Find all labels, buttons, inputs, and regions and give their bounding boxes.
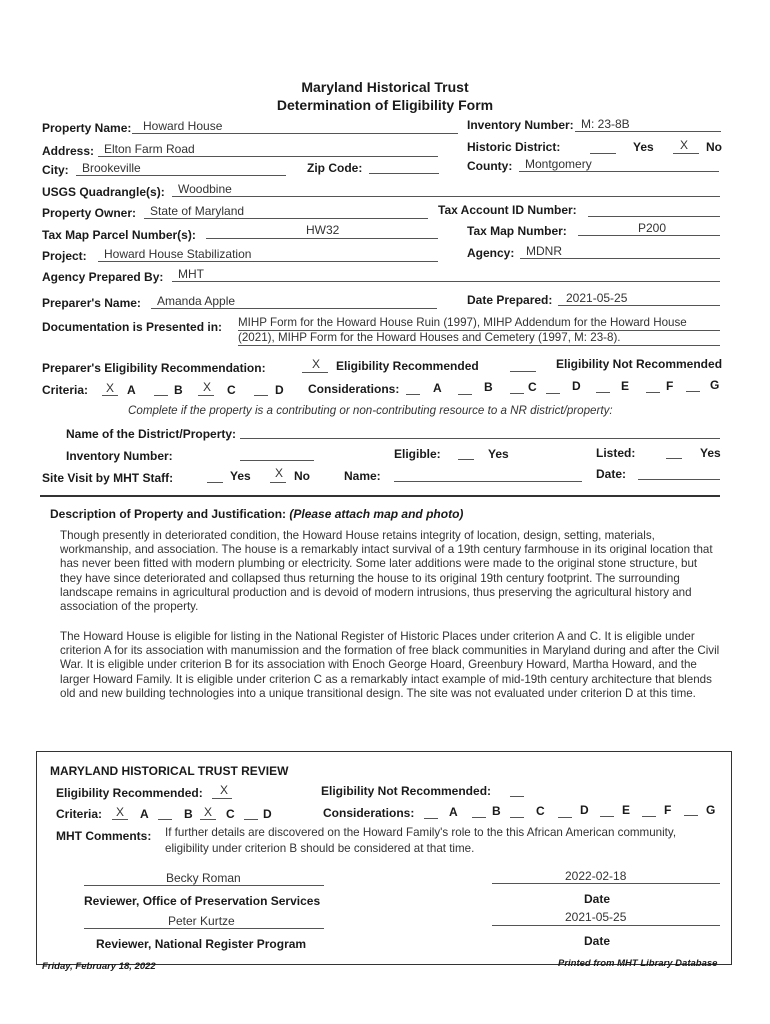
historic-yes-option: Yes [633,140,654,154]
tax-parcel-line [206,238,438,239]
site-visit-label: Site Visit by MHT Staff: [42,471,174,485]
county-line [519,171,719,172]
site-yes-blank [207,482,223,483]
listed-blank [666,458,682,459]
tax-parcel-value: HW32 [306,223,340,237]
date-prepared-label: Date Prepared: [467,293,553,307]
historic-no-blank [673,153,699,154]
review-criteria-d: D [263,807,272,821]
review-criteria-d-blank [244,819,258,820]
reviewer2-date-caption: Date [584,934,611,948]
cons-e-blank [596,392,610,393]
zip-code-label: Zip Code: [307,161,363,175]
review-criteria-a-mark: X [116,805,125,819]
tax-account-label: Tax Account ID Number: [438,203,577,217]
documentation-line-b [238,345,720,346]
cons-e: E [621,379,630,393]
agency-prepared-line [172,281,720,282]
footer-date: Friday, February 18, 2022 [42,961,156,972]
cons-c: C [528,380,537,394]
tax-account-line [588,216,720,217]
criteria-c: C [227,383,236,397]
preparer-name-value: Amanda Apple [157,294,236,308]
agency-prepared-label: Agency Prepared By: [42,270,164,284]
cons-g: G [710,378,720,392]
agency-label: Agency: [467,246,515,260]
site-visit-mark: X [275,466,284,480]
preparer-name-line [151,308,437,309]
reviewer1-title: Reviewer, Office of Preservation Services [84,894,321,908]
eligible-blank [458,459,474,460]
date-prepared-value: 2021-05-25 [566,291,628,305]
tax-parcel-label: Tax Map Parcel Number(s): [42,228,196,242]
cons-d-blank [546,393,560,394]
criteria-a-mark: X [106,381,115,395]
criteria-a-blank [102,395,118,396]
zip-code-line [369,173,439,174]
cons-b: B [484,380,493,394]
reviewer2-date: 2021-05-25 [565,910,627,924]
listed-yes: Yes [700,446,721,460]
review-cons-c: C [536,804,545,818]
historic-no-option: No [706,140,722,154]
tax-map-label: Tax Map Number: [467,224,567,238]
inventory-number-label: Inventory Number: [467,118,574,132]
description-heading-text: Description of Property and Justification: [50,507,287,521]
review-recommended-label: Eligibility Recommended: [56,786,203,800]
cons-f-blank [646,392,660,393]
documentation-line1: MIHP Form for the Howard House Ruin (1997), MIHP Addendum for the Howard House [238,316,687,329]
cons-a: A [433,381,442,395]
city-value: Brookeville [82,161,141,175]
review-recommended-blank [212,798,232,799]
reviewer2-title: Reviewer, National Register Program [96,937,307,951]
reviewer2-date-line [492,925,720,926]
agency-line [520,258,720,259]
project-label: Project: [42,249,87,263]
criteria-c-mark: X [203,380,212,394]
cons-g-blank [686,391,700,392]
district-inventory-line [240,460,314,461]
review-cons-g-blank [684,815,698,816]
footer-printed-from: Printed from MHT Library Database [558,958,718,969]
form-title-line2: Determination of Eligibility Form [276,97,494,113]
historic-yes-blank [590,153,616,154]
agency-prepared-value: MHT [178,267,204,281]
property-name-line [132,133,458,134]
historic-no-mark: X [680,138,689,152]
considerations-label: Considerations: [308,382,400,396]
review-cons-d: D [580,803,589,817]
review-cons-g: G [706,803,716,817]
review-cons-b-blank [472,817,486,818]
reviewer1-name: Becky Roman [166,871,241,885]
review-considerations-label: Considerations: [323,806,415,820]
review-criteria-b: B [184,807,193,821]
review-cons-f: F [664,803,672,817]
cons-d: D [572,379,581,393]
reviewer2-name: Peter Kurtze [168,914,235,928]
cons-f: F [666,379,674,393]
criteria-b-blank [154,395,168,396]
review-criteria-c-mark: X [204,805,213,819]
cons-b-blank [458,394,472,395]
address-line [98,156,438,157]
review-criteria-label: Criteria: [56,807,103,821]
review-cons-a: A [449,805,458,819]
site-visit-date-line [638,479,720,480]
county-label: County: [467,159,513,173]
inventory-number-value: M: 23-8B [581,117,630,131]
criteria-d-blank [254,395,268,396]
district-name-label: Name of the District/Property: [66,427,237,441]
description-paragraph-1: Though presently in deteriorated condition, the Howard House retains integrity of location, design, setting, materials, workmanship, and association. The house is a remarkably intact survival of a 19th century farmhouse in its original location that has never been fitted with modern plumbing or electricity. Some later additions were made to the original stone structure, but they have since deteriorated and collapsed thus returning the house to its original 19th century footprint. The surrounding landscape remains in agricultural production and is devoid of modern intrusions, thus preserving the agricultural history and association of the property. [60,529,713,614]
usgs-label: USGS Quadrangle(s): [42,185,165,199]
preparer-name-label: Preparer's Name: [42,296,141,310]
review-cons-a-blank [424,818,438,819]
documentation-line2: (2021), MIHP Form for the Howard Houses and Cemetery (1997, M: 23-8). [238,331,621,344]
listed-label: Listed: [596,446,636,460]
tax-map-value: P200 [638,221,667,235]
historic-district-label: Historic District: [467,140,561,154]
tax-map-line [578,235,720,236]
site-visit-name-line [394,481,582,482]
eligible-label: Eligible: [394,447,441,461]
description-heading [50,507,463,521]
documentation-line-a [238,330,720,331]
site-visit-name-label: Name: [344,469,381,483]
recommendation-label: Preparer's Eligibility Recommendation: [42,361,266,375]
description-paragraph-2: The Howard House is eligible for listing in the National Register of Historic Places under criterion A and C. It is eligible under criterion A for its association with manumission and the formation of free black communities in Maryland during and after the Civil War. It is eligible under criterion B for its association with Enoch George Hoard, Greenbury Howard, Martha Howard, and the larger Howard Family. It is eligible under criterion C as a remarkably intact example of mid-19th century architecture that blends old and new building technologies into a unique transitional design. The site was not evaluated under criterion D at this time. [60,630,720,700]
reviewer1-signature-line [84,885,324,886]
site-visit-date-label: Date: [596,467,627,481]
not-recommended-blank [510,371,536,372]
review-heading: MARYLAND HISTORICAL TRUST REVIEW [50,764,289,778]
review-cons-f-blank [642,816,656,817]
project-value: Howard House Stabilization [104,247,252,261]
usgs-line [172,196,720,197]
review-not-recommended-blank [510,796,524,797]
eligibility-not-recommended-option: Eligibility Not Recommended [556,357,723,371]
review-not-recommended-label: Eligibility Not Recommended: [321,784,492,798]
criteria-d: D [275,383,284,397]
review-cons-b: B [492,804,501,818]
site-visit-no: No [294,469,310,483]
project-line [98,261,438,262]
usgs-value: Woodbine [178,182,232,196]
section-divider [40,495,720,497]
agency-value: MDNR [526,244,562,258]
district-name-line [240,438,720,439]
cons-c-blank [510,393,524,394]
reviewer1-date-caption: Date [584,892,611,906]
city-line [76,175,286,176]
review-criteria-a-blank [112,819,128,820]
reviewer1-date: 2022-02-18 [565,869,627,883]
site-no-blank [270,482,286,483]
mht-comments-label: MHT Comments: [56,829,152,843]
reviewer1-date-line [492,883,720,884]
criteria-c-blank [198,395,214,396]
mht-comments-line2: eligibility under criterion B should be considered at that time. [165,842,475,855]
recommended-mark: X [312,357,321,371]
address-value: Elton Farm Road [104,142,195,156]
documentation-label: Documentation is Presented in: [42,320,223,334]
criteria-label: Criteria: [42,383,89,397]
inventory-number-line [575,131,721,132]
property-owner-label: Property Owner: [42,206,137,220]
mht-comments-line1: If further details are discovered on the Howard Family's role to the this African American community, [165,826,677,839]
review-cons-e-blank [600,816,614,817]
address-label: Address: [42,144,95,158]
review-criteria-c-blank [200,819,216,820]
property-owner-value: State of Maryland [150,204,245,218]
eligibility-recommended-option: Eligibility Recommended [336,359,479,373]
review-criteria-a: A [140,807,149,821]
district-inventory-label: Inventory Number: [66,449,173,463]
county-value: Montgomery [525,157,592,171]
property-owner-line [144,218,428,219]
review-criteria-b-blank [158,819,172,820]
site-visit-yes: Yes [230,469,251,483]
review-cons-d-blank [558,817,572,818]
date-prepared-line [558,305,720,306]
criteria-b: B [174,383,183,397]
property-name-value: Howard House [143,119,223,133]
eligible-yes: Yes [488,447,509,461]
form-title-line1: Maryland Historical Trust [301,79,469,95]
criteria-a: A [127,383,136,397]
city-label: City: [42,163,69,177]
recommended-blank [302,372,328,373]
review-recommended-mark: X [220,783,229,797]
cons-a-blank [406,394,420,395]
review-cons-e: E [622,803,631,817]
property-name-label: Property Name: [42,121,132,135]
review-criteria-c: C [226,807,235,821]
reviewer2-signature-line [84,928,324,929]
description-heading-note: (Please attach map and photo) [289,507,464,521]
contributing-note: Complete if the property is a contributing or non-contributing resource to a NR district/property: [128,404,613,417]
review-cons-c-blank [510,817,524,818]
